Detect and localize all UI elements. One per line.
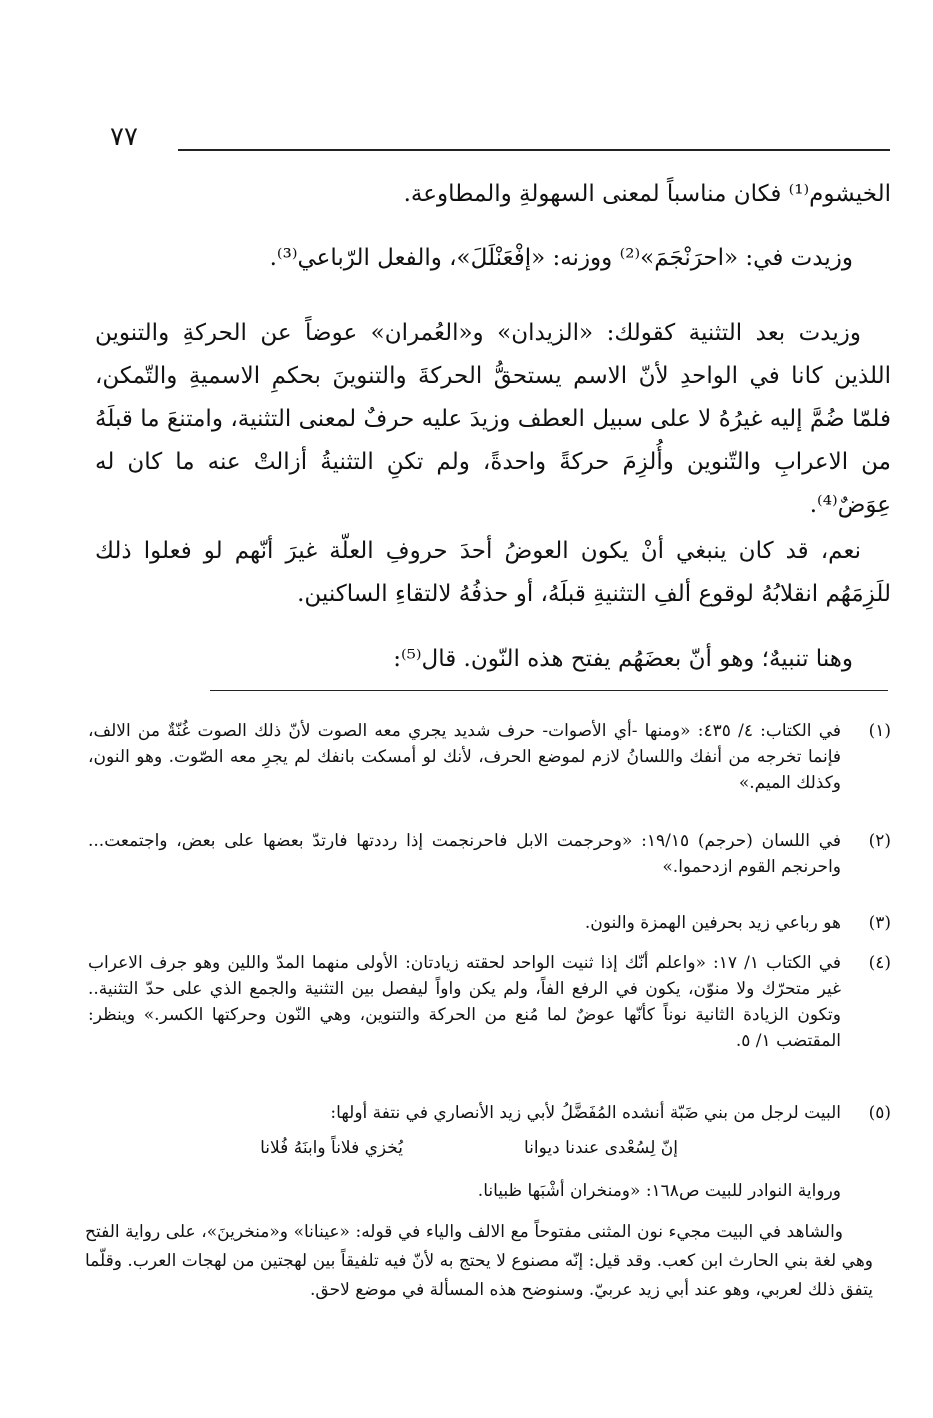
footnote-text: هو رباعي زيد بحرفين الهمزة والنون. <box>584 913 841 933</box>
paragraph-1 <box>95 180 891 208</box>
footnote-2 <box>0 828 933 884</box>
header-rule <box>178 149 890 151</box>
verse-hemistich-second: يُخزي فلاناً وابنَهُ فُلانا <box>260 1138 403 1158</box>
footnote-number: (٤) <box>868 953 891 973</box>
footnote-separator <box>210 690 888 691</box>
paragraph-text: نعم، قد كان ينبغي أنْ يكون العوضُ أحدَ حروفِ العلّة غيرَ أنّهم لو فعلوا ذلك للَزِمَهُم انقلابُهُ لوقوع ألفِ التثنيةِ قبلَهُ، أو حذفُهُ لالتقاءِ الساكنين. <box>95 538 891 607</box>
paragraph-text: الخيشوم⁽¹⁾ فكان مناسباً لمعنى السهولةِ والمطاوعة. <box>403 181 891 207</box>
footnote-1 <box>0 718 933 798</box>
footnote-number: (٥) <box>868 1103 891 1123</box>
footnote-text: والشاهد في البيت مجيء نون المثنى مفتوحاً مع الالف والياء في قوله: «عينانا» و«منخرينَ»، على رواية الفتح وهي لغة بني الحارث ابن كعب. وقد قيل: إنّه مصنوع لا يحتج به لأنّ فيه تلفيقاً بين لهجتين من لهجات العرب. وقلّما يتفق ذلك لعربي، وهو عند أبي زيد عربيّ. وسنوضح هذه المسألة في موضع لاحق. <box>85 1222 873 1300</box>
footnote-number: (١) <box>868 721 891 741</box>
footnote-text: في اللسان (حرجم) ١٩/١٥: «وحرجمت الابل فاحرنجمت إذا رددتها فارتدّ بعضها على بعض، واجتمعت... واحرنجم القوم ازدحموا.» <box>88 831 842 877</box>
footnote-number: (٣) <box>868 913 891 933</box>
footnote-number: (٢) <box>868 831 891 851</box>
paragraph-5 <box>95 645 853 673</box>
verse-hemistich-first: إنّ لِسُعْدى عندنا ديوانا <box>523 1138 678 1158</box>
footnote-3 <box>0 910 933 938</box>
footnote-text: البيت لرجل من بني ضَبّة أنشده المُفَضَّلُ لأبي زيد الأنصاري في نتفة أولها: <box>330 1103 841 1123</box>
page-number: ٧٧ <box>110 122 138 152</box>
footnote-4 <box>0 950 933 1060</box>
paragraph-2 <box>95 244 853 272</box>
paragraph-text: وزيدت في: «احرَنْجَمَ»⁽²⁾ ووزنه: «إفْعَنْلَلَ»، والفعل الرّباعي⁽³⁾. <box>269 245 853 271</box>
footnote-5 <box>0 1100 933 1128</box>
paragraph-3 <box>95 312 891 527</box>
footnote-text: ورواية النوادر للبيت ص١٦٨: «ومنخران أشْبَها ظبيانا. <box>477 1181 841 1201</box>
paragraph-text: وزيدت بعد التثنية كقولك: «الزيدان» و«العُمران» عوضاً عن الحركةِ والتنوين اللذين كانا في الواحدِ لأنّ الاسم يستحقُّ الحركةَ والتنوينَ بحكمِ الاسميةِ والتّمكن، فلمّا ضُمَّ إليه غيرُهُ لا على سبيل العطف وزيدَ عليه حرفٌ لمعنى التثنية، وامتنعَ ما قبلَهُ من الاعرابِ والتّنوين وأُلزِمَ حركةً واحدةً، ولم تكنِ التثنيةُ أزالتْ عنه ما كان له عِوَضٌ⁽⁴⁾. <box>95 320 891 518</box>
paragraph-text: وهنا تنبيهٌ؛ وهو أنّ بعضَهُم يفتح هذه النّون. قال⁽⁵⁾: <box>393 646 853 672</box>
footnote-5-commentary <box>0 1218 933 1358</box>
footnote-text: في الكتاب: ٤/ ٤٣٥: «ومنها -أي الأصوات- حرف شديد يجري معه الصوت لأنّ ذلك الصوت غُنّةٌ من الالف، فإنما تخرجه من أنفك واللسانُ لازم لموضع الحرف، لأنك لو أمسكت بانفك لم يجرِ معه الصّوت. وهو النون، وكذلك الميم.» <box>88 721 841 793</box>
footnote-5-continued <box>0 1178 933 1206</box>
paragraph-4 <box>95 530 891 616</box>
footnote-text: في الكتاب ١/ ١٧: «واعلم أنّك إذا ثنيت الواحد لحقته زيادتان: الأولى منهما المدّ واللين وهو جرف الاعراب غير متحرّك ولا منوّن، يكون في الرفع الفاً، ولم يكن واواً ليفصل بين التثنية والجمع الذي على حدّ التثنية.. وتكون الزيادة الثانية نوناً كأنّها عوضٌ لما مُنع من الحركة والتنوين، وهي النّون وحركتها الكسر.» وينظر: المقتضب ١/ ٥. <box>88 953 842 1051</box>
